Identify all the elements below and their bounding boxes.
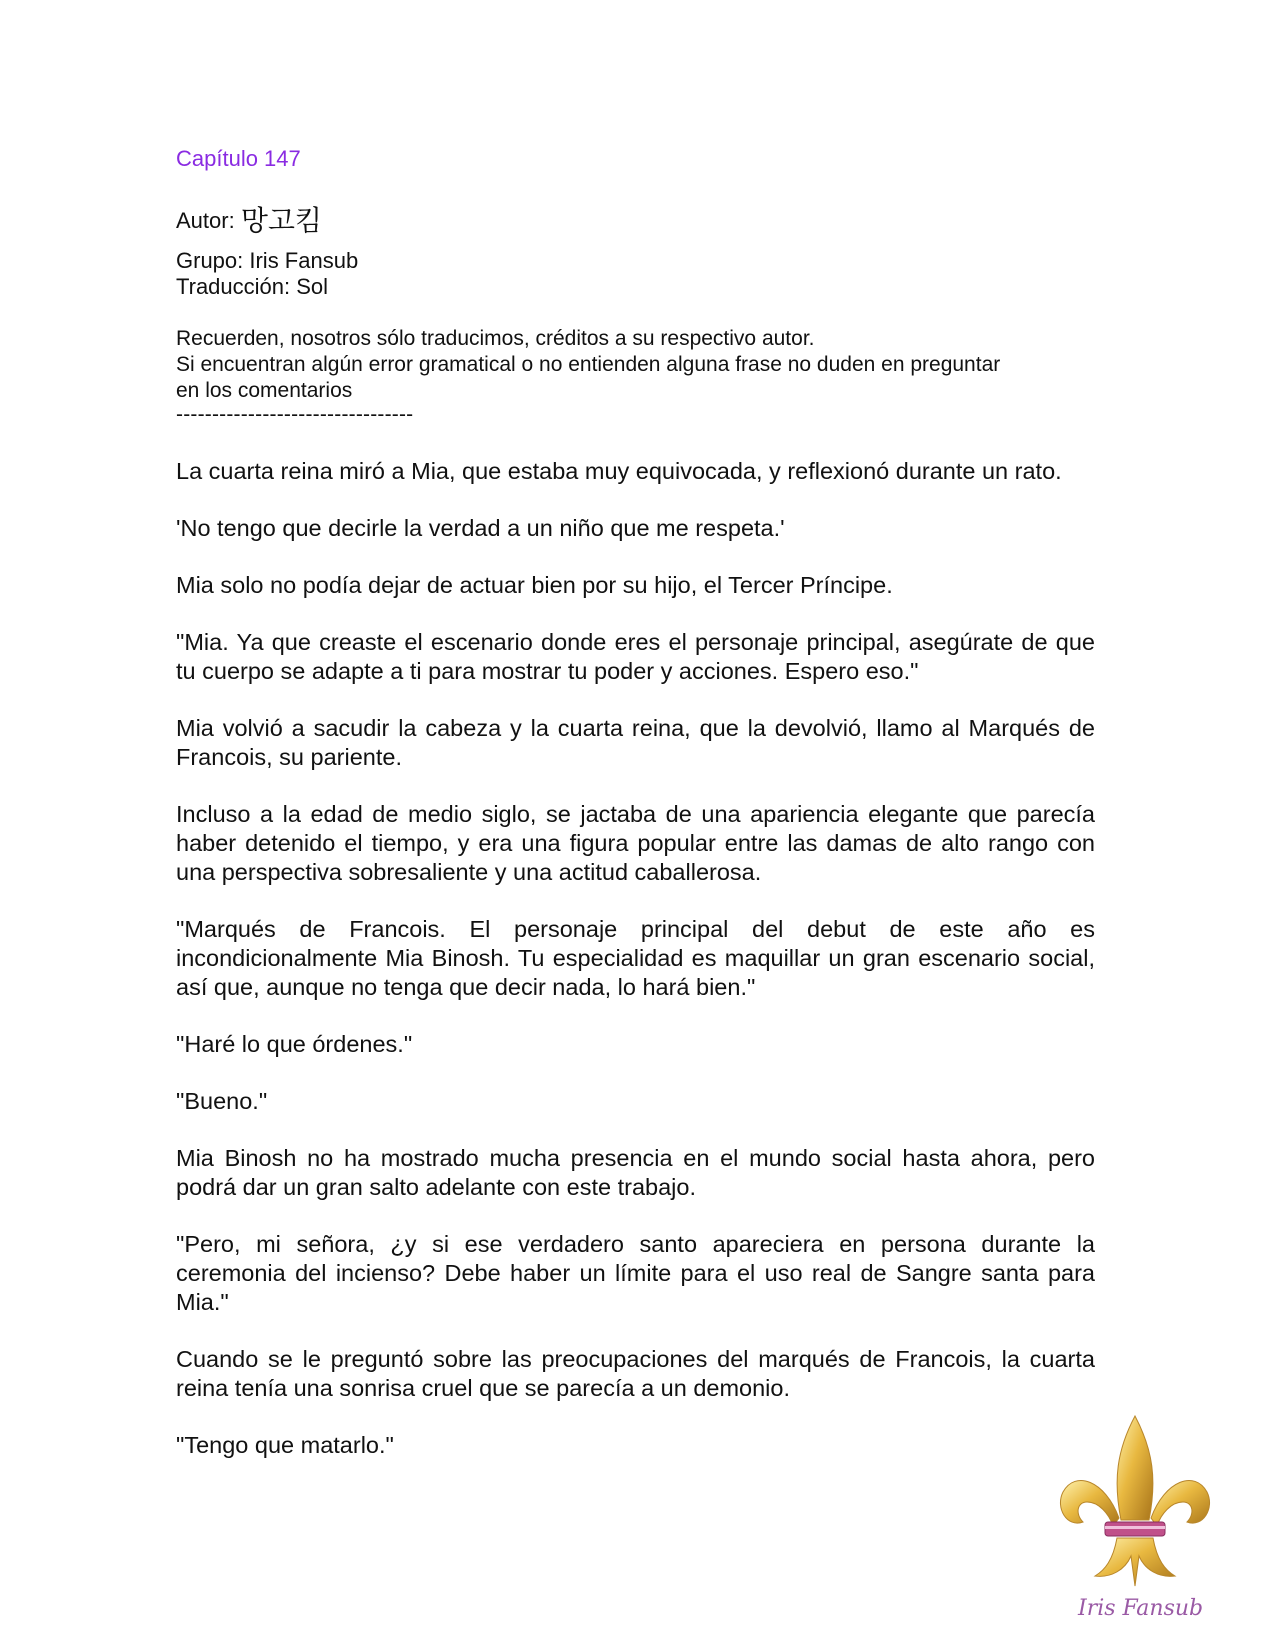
fleur-de-lis-icon bbox=[1055, 1410, 1215, 1610]
paragraph: "Haré lo que órdenes." bbox=[176, 1031, 413, 1057]
logo-caption: Iris Fansub bbox=[1078, 1596, 1204, 1621]
paragraph: Mia volvió a sacudir la cabeza y la cuarta reina, que la devolvió, llamo al Marqués de Francois, su pariente. bbox=[176, 715, 1095, 770]
paragraph: Mia solo no podía dejar de actuar bien por su hijo, el Tercer Príncipe. bbox=[176, 572, 893, 598]
author-name: 망고킴 bbox=[240, 204, 322, 237]
paragraph: "Pero, mi señora, ¿y si ese verdadero santo apareciera en persona durante la ceremonia del incienso? Debe haber un límite para el uso real de Sangre santa para Mia." bbox=[176, 1231, 1095, 1315]
paragraph: La cuarta reina miró a Mia, que estaba muy equivocada, y reflexionó durante un rato. bbox=[176, 458, 1062, 484]
notice-line: Recuerden, nosotros sólo traducimos, créditos a su respectivo autor. bbox=[176, 327, 815, 350]
story-body bbox=[176, 457, 1095, 1488]
notice-line: Si encuentran algún error gramatical o no entienden alguna frase no duden en preguntar bbox=[176, 353, 1001, 376]
paragraph: Incluso a la edad de medio siglo, se jactaba de una apariencia elegante que parecía haber detenido el tiempo, y era una figura popular entre las damas de alto rango con una perspectiva sobresaliente y una actitud caballerosa. bbox=[176, 801, 1095, 885]
paragraph: "Tengo que matarlo." bbox=[176, 1432, 394, 1458]
notice-line: en los comentarios bbox=[176, 379, 353, 402]
group-line: Grupo: Iris Fansub bbox=[176, 248, 359, 273]
paragraph: "Marqués de Francois. El personaje principal del debut de este año es incondicionalmente Mia Binosh. Tu especialidad es maquillar un gran escenario social, así que, aunque no tenga que decir nada, lo hará bien." bbox=[176, 916, 1095, 1000]
paragraph: "Mia. Ya que creaste el escenario donde eres el personaje principal, asegúrate de que tu cuerpo se adapte a ti para mostrar tu poder y acciones. Espero eso." bbox=[176, 629, 1095, 684]
author-label: Autor: bbox=[176, 208, 241, 233]
chapter-title: Capítulo 147 bbox=[176, 146, 301, 171]
paragraph: Mia Binosh no ha mostrado mucha presencia en el mundo social hasta ahora, pero podrá dar un gran salto adelante con este trabajo. bbox=[176, 1145, 1095, 1200]
translation-line: Traducción: Sol bbox=[176, 274, 329, 299]
paragraph: "Bueno." bbox=[176, 1088, 268, 1114]
separator-line: --------------------------------- bbox=[176, 403, 414, 426]
author-line bbox=[176, 204, 322, 237]
paragraph: 'No tengo que decirle la verdad a un niño que me respeta.' bbox=[176, 515, 785, 541]
notice-block bbox=[176, 326, 1095, 404]
paragraph: Cuando se le preguntó sobre las preocupaciones del marqués de Francois, la cuarta reina tenía una sonrisa cruel que se parecía a un demonio. bbox=[176, 1346, 1095, 1401]
